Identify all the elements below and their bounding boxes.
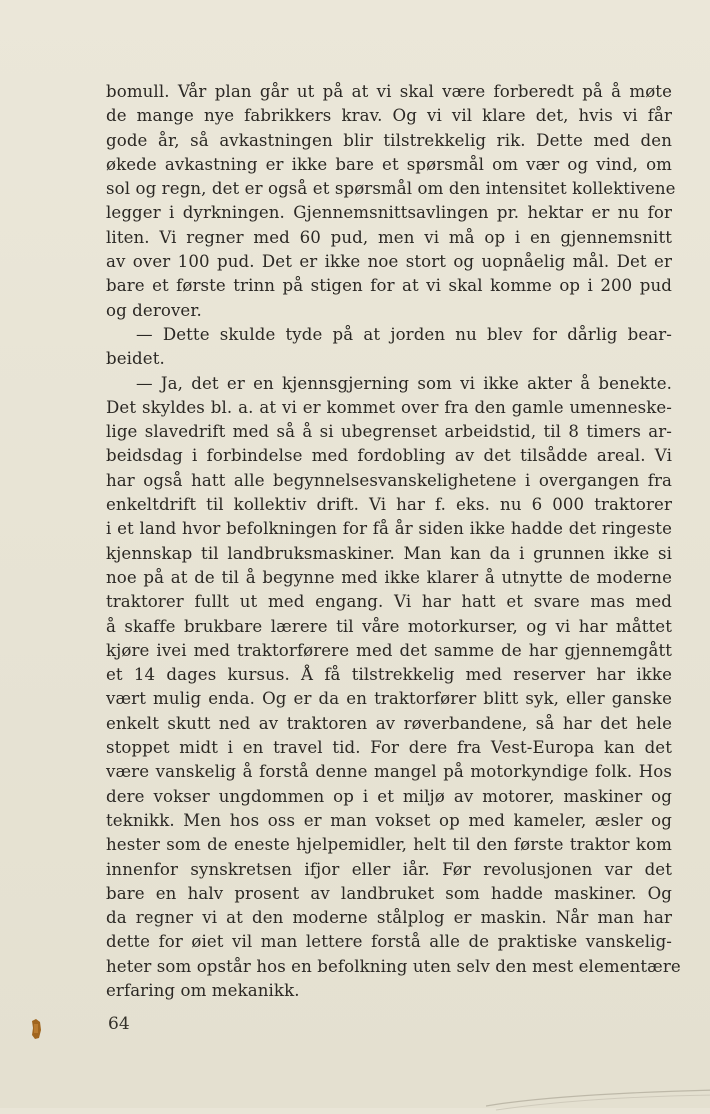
text-line: noe på at de til å begynne med ikke klarer å utnytte de moderne <box>106 567 672 587</box>
text-line: da regner vi at den moderne stålplog er maskin. Når man har <box>106 908 672 928</box>
text-line: bomull. Vår plan går ut på at vi skal være forberedt på å møte <box>106 82 672 101</box>
text-line: beidet. <box>106 349 165 369</box>
text-line: erfaring om mekanikk. <box>106 980 300 1000</box>
text-line: har også hatt alle begynnelsesvanskelighetene i overgangen fra <box>106 470 672 490</box>
text-line: kjøre ivei med traktorførere med det samme de har gjennemgått <box>106 640 672 660</box>
text-line: å skaffe brukbare lærere til våre motorkurser, og vi har måttet <box>106 616 672 636</box>
text-line: lige slavedrift med så å si ubegrenset arbeidstid, til 8 timers ar- <box>106 422 672 442</box>
text-line: — Dette skulde tyde på at jorden nu blev for dårlig bear- <box>136 324 672 344</box>
text-line: hester som de eneste hjelpemidler, helt til den første traktor kom <box>106 835 672 855</box>
text-line: gode år, så avkastningen blir tilstrekkelig rik. Dette med den <box>106 130 672 150</box>
text-line: økede avkastning er ikke bare et spørsmål om vær og vind, om <box>106 154 672 174</box>
page-edge-curl <box>486 1084 710 1114</box>
text-line: heter som opstår hos en befolkning uten selv den mest elementære <box>106 956 681 976</box>
text-line: vært mulig enda. Og er da en traktorfører blitt syk, eller ganske <box>106 689 672 709</box>
text-line: av over 100 pud. Det er ikke noe stort og uopnåelig mål. Det er <box>106 252 672 272</box>
text-line: i et land hvor befolkningen for få år siden ikke hadde det ringeste <box>106 519 672 539</box>
library-stamp-icon <box>30 1018 42 1040</box>
text-line: innenfor synskretsen ifjor eller iår. Før revolusjonen var det <box>106 859 672 879</box>
text-line: kjennskap til landbruksmaskiner. Man kan da i grunnen ikke si <box>106 543 672 563</box>
text-line: de mange nye fabrikkers krav. Og vi vil klare det, hvis vi får <box>106 106 672 126</box>
page-number: 64 <box>108 1014 130 1034</box>
text-line: teknikk. Men hos oss er man vokset op med kameler, æsler og <box>106 810 672 830</box>
text-line: enkelt skutt ned av traktoren av røverbandene, så har det hele <box>106 713 672 733</box>
text-line: sol og regn, det er også et spørsmål om den intensitet kollektivene <box>106 179 676 199</box>
text-line: — Ja, det er en kjennsgjerning som vi ikke akter å benekte. <box>136 373 672 393</box>
text-line: stoppet midt i en travel tid. For dere fra Vest-Europa kan det <box>106 738 672 758</box>
text-line: og derover. <box>106 300 202 320</box>
body-text <box>106 80 681 1003</box>
text-line: beidsdag i forbindelse med fordobling av det tilsådde areal. Vi <box>106 446 672 466</box>
text-line: bare et første trinn på stigen for at vi skal komme op i 200 pud <box>106 276 672 296</box>
text-line: Det skyldes bl. a. at vi er kommet over fra den gamle umenneske- <box>106 397 672 417</box>
text-line: være vanskelig å forstå denne mangel på motorkyndige folk. Hos <box>106 762 672 782</box>
text-line: enkeltdrift til kollektiv drift. Vi har f. eks. nu 6 000 traktorer <box>106 495 672 515</box>
text-line: traktorer fullt ut med engang. Vi har hatt et svare mas med <box>106 592 672 612</box>
text-line: liten. Vi regner med 60 pud, men vi må op i en gjennemsnitt <box>106 227 672 247</box>
text-line: dette for øiet vil man lettere forstå alle de praktiske vanskelig- <box>106 932 672 952</box>
text-line: et 14 dages kursus. Å få tilstrekkelig med reserver har ikke <box>106 665 672 685</box>
text-line: bare en halv prosent av landbruket som hadde maskiner. Og <box>106 883 672 903</box>
text-line: legger i dyrkningen. Gjennemsnittsavlingen pr. hektar er nu for <box>106 203 672 223</box>
text-line: dere vokser ungdommen op i et miljø av motorer, maskiner og <box>106 786 672 806</box>
